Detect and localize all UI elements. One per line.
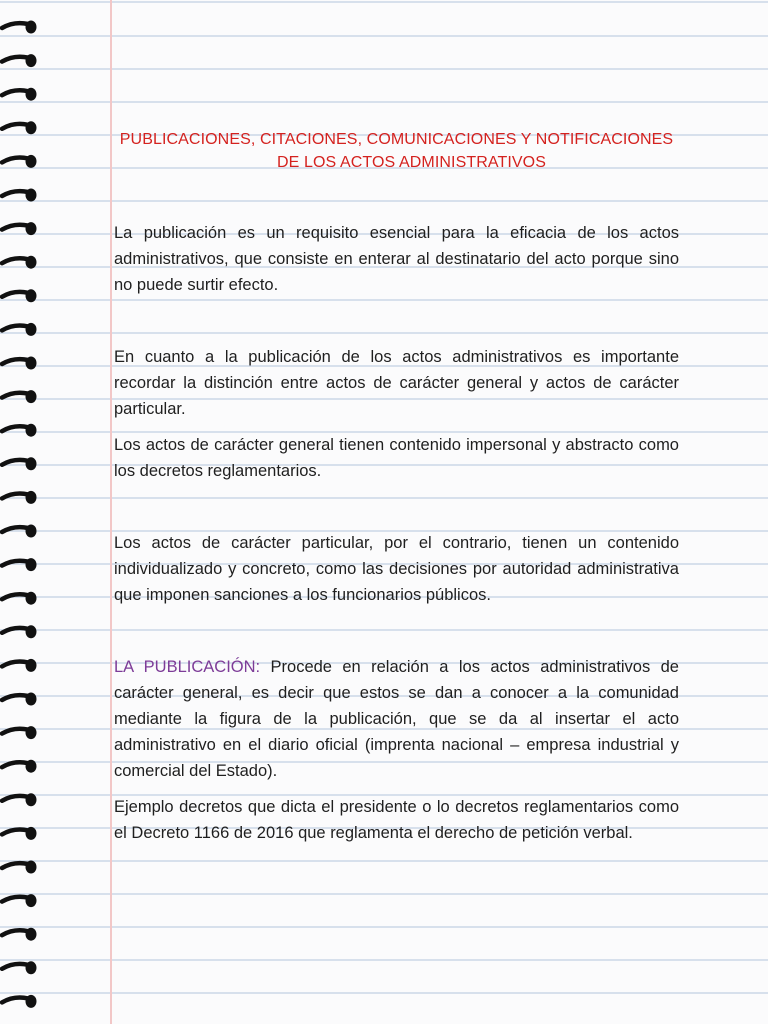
- spiral-ring-icon: [2, 155, 37, 168]
- spiral-ring-icon: [2, 793, 37, 806]
- spiral-ring-icon: [2, 424, 37, 437]
- publication-label: LA PUBLICACIÓN:: [114, 658, 261, 676]
- spiral-binding-icon: [0, 0, 48, 1024]
- spiral-ring-icon: [2, 222, 37, 235]
- spiral-ring-icon: [2, 323, 37, 336]
- spiral-ring-icon: [2, 894, 37, 907]
- spiral-ring-icon: [2, 390, 37, 403]
- spiral-ring-icon: [2, 928, 37, 941]
- title-line-1: PUBLICACIONES, CITACIONES, COMUNICACIONES Y NOTIFICACIONES: [119, 131, 674, 148]
- spiral-ring-icon: [2, 88, 37, 101]
- spiral-ring-icon: [2, 827, 37, 840]
- paragraph-example: Ejemplo decretos que dicta el presidente o lo decretos reglamentarios como el Decreto 1166 de 2016 que reglamenta el derecho de petición verbal.: [114, 798, 679, 842]
- spiral-ring-icon: [2, 491, 37, 504]
- spiral-ring-icon: [2, 625, 37, 638]
- page-title: [114, 128, 679, 174]
- title-line-2: DE LOS ACTOS ADMINISTRATIVOS: [277, 154, 546, 171]
- spiral-ring-icon: [2, 121, 37, 134]
- spiral-ring-icon: [2, 592, 37, 605]
- document-body: [114, 128, 679, 846]
- paragraph-particular-acts: Los actos de carácter particular, por el contrario, tienen un contenido individualizado y concreto, como las decisiones por autoridad administrativa que imponen sanciones a los funcionarios públicos.: [114, 534, 679, 604]
- spiral-ring-icon: [2, 21, 37, 34]
- spiral-ring-icon: [2, 558, 37, 571]
- spiral-ring-icon: [2, 256, 37, 269]
- spiral-ring-icon: [2, 659, 37, 672]
- spiral-ring-icon: [2, 726, 37, 739]
- spiral-ring-icon: [2, 289, 37, 302]
- spiral-ring-icon: [2, 357, 37, 370]
- spiral-ring-icon: [2, 995, 37, 1008]
- spiral-ring-icon: [2, 861, 37, 874]
- margin-line: [110, 0, 112, 1024]
- paragraph-publication: [114, 654, 679, 784]
- spiral-ring-icon: [2, 54, 37, 67]
- spiral-ring-icon: [2, 525, 37, 538]
- spiral-ring-icon: [2, 189, 37, 202]
- spiral-ring-icon: [2, 693, 37, 706]
- publication-text: Procede en relación a los actos administrativos de carácter general, es decir que estos se dan a conocer a la comunidad mediante la figura de la publicación, que se da al insertar el acto administrativo en el diario oficial (imprenta nacional – empresa industrial y comercial del Estado).: [114, 658, 679, 780]
- spiral-ring-icon: [2, 961, 37, 974]
- paragraph-general-acts: Los actos de carácter general tienen contenido impersonal y abstracto como los decretos reglamentarios.: [114, 436, 679, 480]
- paragraph-distinction: En cuanto a la publicación de los actos administrativos es importante recordar la distinción entre actos de carácter general y actos de carácter particular.: [114, 348, 679, 418]
- spiral-ring-icon: [2, 760, 37, 773]
- spiral-ring-icon: [2, 457, 37, 470]
- paragraph-definition: La publicación es un requisito esencial para la eficacia de los actos administrativos, que consiste en enterar al destinatario del acto porque sino no puede surtir efecto.: [114, 224, 679, 294]
